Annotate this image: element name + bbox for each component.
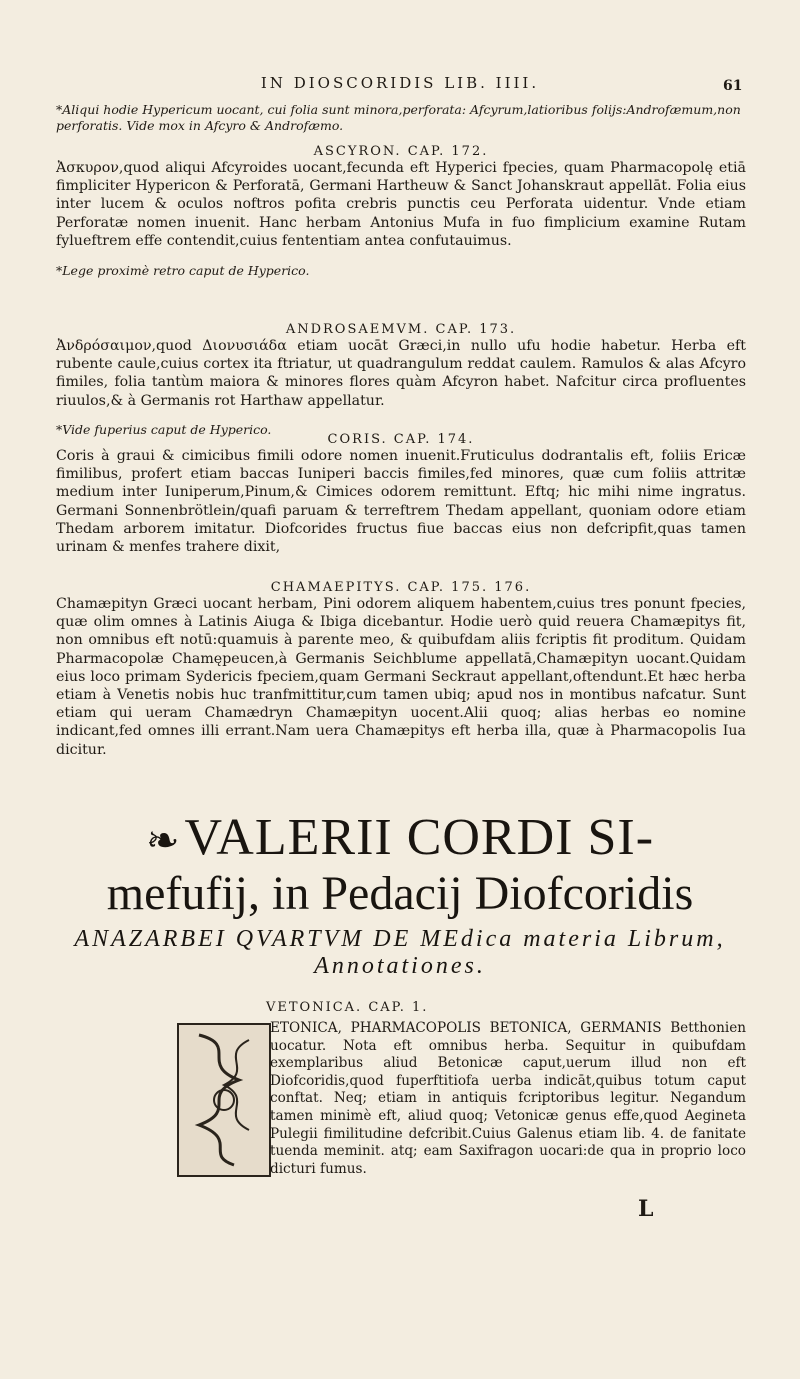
section-heading: VETONICA. CAP. 1. — [266, 1000, 429, 1015]
title-line-3: ANAZARBEI QVARTVM DE MEdica materia Librum, Annotationes. — [74, 926, 726, 979]
running-head: IN DIOSCORIDIS LIB. IIII. — [260, 74, 540, 92]
section-text: Ἀσκυρον,quod aliqui Afcyroides uocant,fecunda eft Hyperici fpecies, quam Pharmacopolę etiā fimpliciter Hypericon & Perforatā, Germani Hartheuw & Sanct Johanskraut appellāt. Folia eius inter lucem & oculos noftros pofita crebris punctis ceu Perforata uidentur. Vnde etiam Perforatæ nomen inuenit. Hanc herbam Antonius Mufa in fuo fimplicium examine Rutam fylueftrem effe contendit,cuius fententiam antea confutauimus. — [56, 160, 746, 249]
section-text: Coris à graui & cimicibus fimili odore nomen inuenit.Fruticulus dodrantalis eft, foliis Ericæ fimilibus, profert etiam baccas Iuniperi baccis fimiles,fed minores, quæ cum foliis attritæ medium inter Iuniperum,Pinum,& Cimices odorem remittunt. Eftq; hic mihi nime ingratus. Germani Sonnenbrötlein/quafi paruam & terreftrem Thedam appellant, quoniam odore etiam Thedam arborem imitatur. Diofcorides fructus fiue baccas eius non defcripfit,quas tamen urinam & menfes trahere dixit, — [56, 448, 746, 556]
section-ascyron — [56, 144, 746, 291]
betonica-text-block — [270, 1020, 746, 1178]
catchword: L — [638, 1196, 654, 1222]
note-line: *Aliqui hodie Hypericum uocant, cui folia sunt minora,perforata: Afcyrum,latioribus folijs:Androfæmum,non — [56, 102, 741, 117]
section-betonica — [266, 1000, 746, 1015]
section-text: Ἀνδρόσαιμον,quod Διονυσιάδα etiam uocāt Græci,in nullo ufu hodie habetur. Herba eft rubente caule,cuius cortex ita ftriatur, ut quadrangulum reddat caulem. Ramulos & alas Afcyro fimiles, folia tantùm maiora & minores flores quàm Afcyron habet. Nafcitur circa profluentes riuulos,& à Germanis rot Harthaw appellatur. — [56, 338, 746, 409]
section-heading: ANDROSAEMVM. CAP. 173. — [285, 322, 517, 337]
section-text: ETONICA, PHARMACOPOLIS BETONICA, GERMANIS Betthonien uocatur. Nota eft omnibus herba. Sequitur in quibufdam exemplaribus aliud Betonicæ caput,uerum illud non eft Diofcoridis,quod fuperftitiofa uerba indicāt,quibus totum caput conftat. Neq; etiam in antiquis fcriptoribus legitur. Negandum tamen minimè eft, aliud quoq; Vetonicæ genus effe,quod Aegineta Pulegii fimilitudine defcribit.Cuius Galenus etiam lib. 4. de fanitate tuenda meminit. atq; eam Saxifragon uocari:de qua in proprio loco dicturi fumus. — [270, 1020, 746, 1177]
fleuron-icon: ❧ — [145, 818, 181, 863]
section-heading: ASCYRON. CAP. 172. — [313, 144, 489, 159]
section-heading: CORIS. CAP. 174. — [327, 432, 475, 447]
title-line-1 — [0, 808, 800, 867]
title-text: VALERII CORDI SI- — [184, 809, 655, 866]
section-text: Chamæpityn Græci uocant herbam, Pini odorem aliquem habentem,cuius tres ponunt fpecies, quæ olim omnes à Latinis Aiuga & Ibiga dicebantur. Hodie uerò quid reuera Chamæpitys fit, non omnibus eft notū:quamuis à parente meo, & quibufdam aliis fcriptis fit proditum. Quidam Pharmacopolæ Chamępeucen,à Germanis Seichblume appellatā,Chamæpityn uocant.Quidam eius loco primam Sydericis fpeciem,quam Germani Seckraut appellant,oftendunt.Et hæc herba etiam à Venetis nobis huc tranfmittitur,cum tamen ubiq; apud nos in montibus nafcatur. Sunt etiam qui ueram Chamædryn Chamæpityn uocent.Alii quoq; alias herbas eo nomine indicant,fed omnes illi errant.Nam uera Chamæpitys eft herba illa, quæ à Pharmacopolis Iua dicitur. — [56, 596, 746, 758]
section-coris — [56, 432, 746, 556]
margin-note — [56, 102, 746, 134]
section-heading: CHAMAEPITYS. CAP. 175. 176. — [270, 580, 532, 595]
title-line-2: mefufij, in Pedacij Diofcoridis — [106, 867, 694, 920]
section-chamaepitys — [56, 580, 746, 759]
section-note: *Lege proximè retro caput de Hyperico. — [56, 262, 310, 278]
decorated-initial-icon — [177, 1023, 271, 1177]
note-line: perforatis. Vide mox in Afcyro & Androfæmo. — [56, 118, 344, 133]
section-note: *Vide fuperius caput de Hyperico. — [56, 422, 272, 438]
page-number: 61 — [723, 78, 743, 94]
ornament-icon — [179, 1025, 269, 1175]
